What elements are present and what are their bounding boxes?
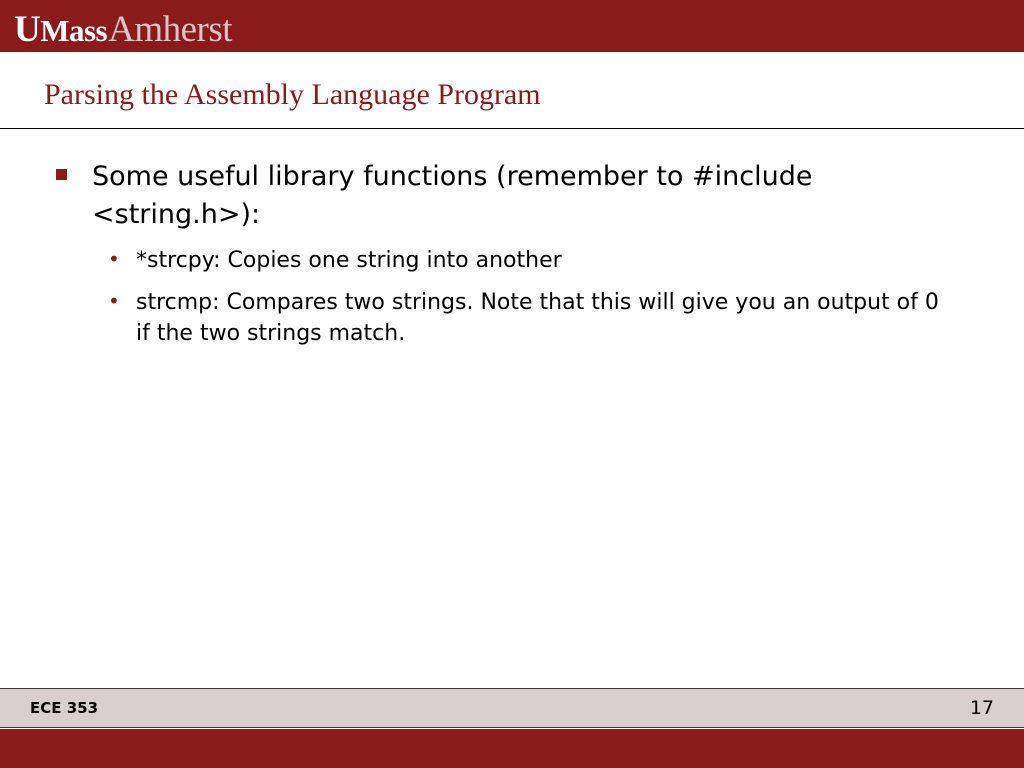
bullet-level1 [48,158,978,235]
slide-title: Parsing the Assembly Language Program [44,78,541,111]
footer-page-number: 17 [969,697,994,719]
logo-mass: Mass [40,13,108,48]
logo-amherst: Amherst [108,9,233,50]
title-divider [0,128,1024,129]
bullet-level2 [48,287,978,351]
footer-bar [0,688,1024,728]
bullet-level2 [48,245,978,277]
bullet-text: strcmp: Compares two strings. Note that this will give you an output of 0 if the two strings match. [136,289,939,347]
umass-amherst-logo [14,8,232,48]
footer-course-label: ECE 353 [30,699,99,717]
bullet-text: *strcpy: Copies one string into another [136,247,562,273]
dot-bullet-icon: • [108,246,120,271]
footer-band [0,729,1024,768]
logo-u: U [14,9,41,50]
header-band [0,0,1024,52]
square-bullet-icon [56,169,67,180]
dot-bullet-icon: • [108,288,120,313]
slide-body [48,158,978,350]
bullet-text: Some useful library functions (remember to #include <string.h>): [92,161,813,231]
